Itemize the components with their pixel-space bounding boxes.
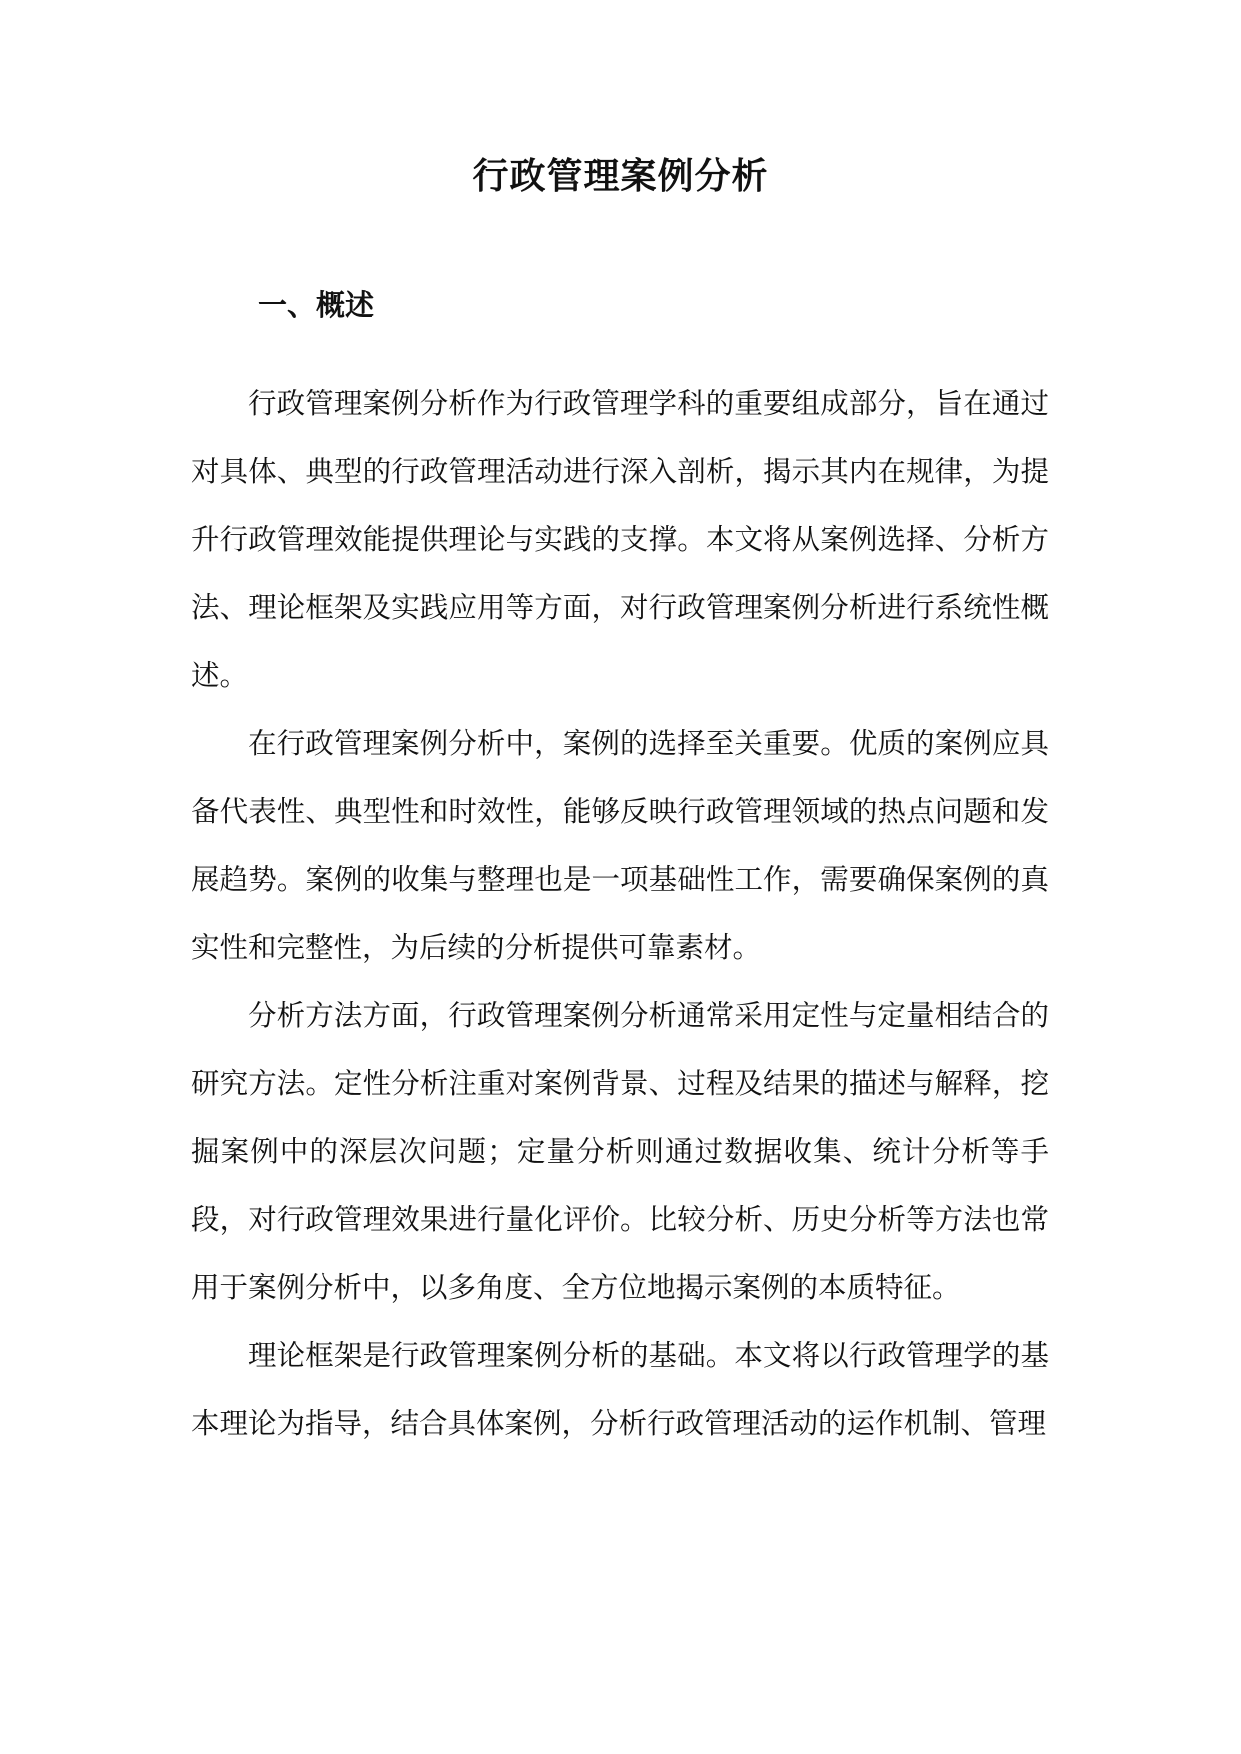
document-title: 行政管理案例分析: [472, 155, 769, 197]
paragraph-4: 理论框架是行政管理案例分析的基础。本文将以行政管理学的基本理论为指导，结合具体案例，分析行政管理活动的运作机制、管理: [191, 1339, 1049, 1440]
paragraph-3: 分析方法方面，行政管理案例分析通常采用定性与定量相结合的研究方法。定性分析注重对案例背景、过程及结果的描述与解释，挖掘案例中的深层次问题；定量分析则通过数据收集、统计分析等手段，对行政管理效果进行量化评价。比较分析、历史分析等方法也常用于案例分析中，以多角度、全方位地揭示案例的本质特征。: [191, 999, 1049, 1304]
paragraph-2: 在行政管理案例分析中，案例的选择至关重要。优质的案例应具备代表性、典型性和时效性，能够反映行政管理领域的热点问题和发展趋势。案例的收集与整理也是一项基础性工作，需要确保案例的真实性和完整性，为后续的分析提供可靠素材。: [191, 727, 1049, 964]
paragraph-1: 行政管理案例分析作为行政管理学科的重要组成部分，旨在通过对具体、典型的行政管理活动进行深入剖析，揭示其内在规律，为提升行政管理效能提供理论与实践的支撑。本文将从案例选择、分析方法、理论框架及实践应用等方面，对行政管理案例分析进行系统性概述。: [191, 387, 1049, 692]
section-heading: 一、概述: [258, 288, 375, 322]
section-body: [191, 370, 1049, 1458]
